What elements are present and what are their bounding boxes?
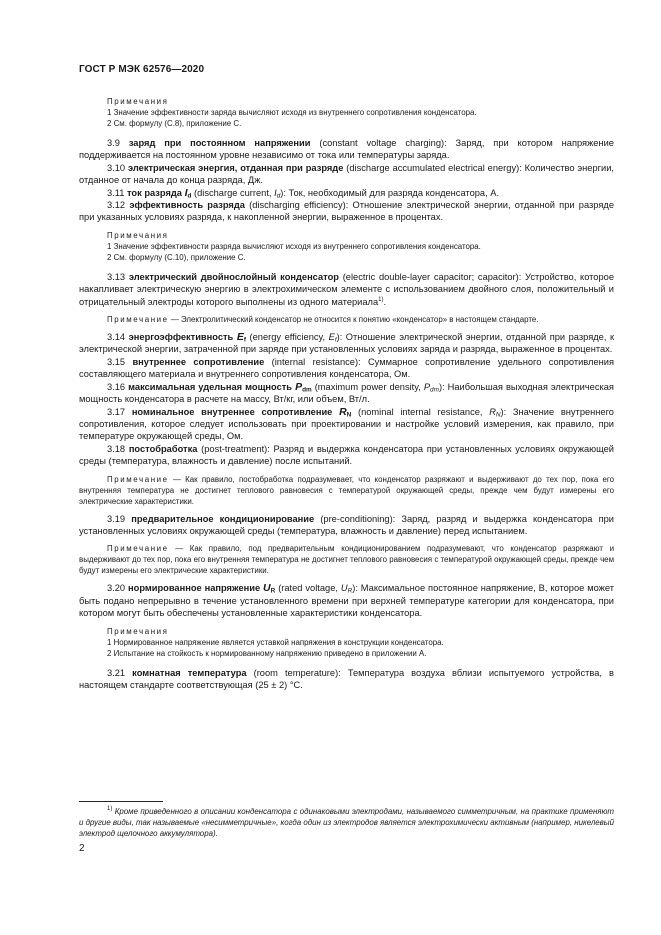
term-3-19: 3.19 предварительное кондиционирование (pre-conditioning): Заряд, разряд и выдержка конденсатора при установленных условиях окружающей среды (температура, влажность и давление) перед испытанием.: [79, 513, 614, 536]
term-name: энергоэффективность: [128, 332, 234, 343]
note-item: 1 Нормированное напряжение является уставкой напряжения в конструкции конденсатора.: [107, 637, 444, 647]
term-name: комнатная температура: [132, 667, 247, 678]
term-3-18: 3.18 постобработка (post-treatment): Разряд и выдержка конденсатора при установленных условиях окружающей среды (температура, влажность и давление) после испытаний.: [79, 443, 615, 467]
term-name: предварительное кондиционирование: [131, 513, 315, 524]
term-name: внутреннее сопротивление: [132, 356, 265, 367]
term-name: нормированное напряжение: [128, 583, 261, 594]
note-item: 2 См. формулу (С.8), приложение С.: [107, 119, 242, 128]
inline-note: Примечание — Как правило, постобработка подразумевает, что конденсатор разряжают и выдерживают до тех пор, пока его внутренняя температура не достигнет теплового равновесия с температурой окружающей среды, прежде чем будут измерены его электрические характеристики.: [79, 474, 614, 506]
footnote: $^{1)}$ Кроме приведенного в описании конденсатора с одинаковыми электродами, называемого симметричным, на практике применяют и другие виды, так называемые «несимметричные», когда один из электродов является электрохимически активным (например, никелевый электрод щелочного аккумулятора).: [79, 806, 615, 838]
footnote-ref: 1): [378, 296, 384, 303]
term-3-20: 3.20 нормированное напряжение $U_R$ (rated voltage, $U_R$): Максимальное постоянное напряжение, В, которое может быть подано непрерывно в течение установленного времени при верхней температуре категории для конденсатора, при котором могут быть обеспечены установленные характеристики конденсатора.: [79, 582, 614, 619]
term-symbol: P: [295, 380, 303, 393]
footnote-mark: 1): [107, 806, 113, 812]
note-item: 2 Испытание на стойкость к нормированному напряжению приведено в приложении А.: [107, 648, 427, 658]
term-name: электрический двойнослойный конденсатор: [128, 271, 339, 282]
notes-title: Примечания: [107, 626, 169, 636]
term-3-16: 3.16 максимальная удельная мощность $P_{dm}$ (maximum power density, $P_{dm}$): Наибольшая выходная электрическая мощность конденсатора в расчете на массу, Вт/кг, или объем, Вт/л.: [79, 380, 614, 405]
inline-note: Примечание — Как правило, под предварительным кондиционированием подразумевают, что конденсатор разряжают и выдерживают до тех пор, пока его внутренняя температура не достигнет теплового равновесия с температурой окружающей среды, прежде чем будут измерены его электрические характеристики.: [79, 544, 614, 576]
term-name: номинальное внутреннее сопротивление: [131, 406, 333, 417]
notes-title: Примечания: [107, 97, 169, 106]
term-name: эффективность разряда: [129, 200, 245, 211]
notes-title: Примечания: [107, 230, 169, 240]
inline-note: Примечание — Электролитический конденсатор не относится к понятию «конденсатор» в настоящем стандарте.: [107, 315, 539, 325]
page-number: 2: [79, 843, 85, 854]
term-name: ток разряда: [127, 187, 182, 198]
term-name: электрическая энергия, отданная при разряде: [127, 162, 344, 173]
footnote-divider: [79, 801, 163, 802]
term-3-9: 3.9 заряд при постоянном напряжении (constant voltage charging): Заряд, при котором напряжение поддерживается на постоянном уровне независимо от тока или температуры заряда.: [79, 138, 614, 161]
term-symbol: I: [184, 186, 188, 199]
term-symbol: R: [339, 405, 347, 418]
term-3-10: 3.10 электрическая энергия, отданная при разряде (discharge accumulated electrical energy): Количество энергии, отданное от начала до конца разряда, Дж.: [79, 162, 614, 186]
term-name: максимальная удельная мощность: [128, 381, 293, 392]
term-3-14: 3.14 энергоэффективность $E_f$ (energy efficiency, $E_f$): Отношение электрической энергии, отданной при разряде, к электрической энергии, затраченной при заряде при установленных условиях заряда и разряда, выраженное в процентах.: [79, 331, 615, 355]
term-3-21: 3.21 комнатная температура (room temperature): Температура воздуха вблизи испытуемого устройства, в настоящем стандарте соответствующая (25 ± 2) °С.: [79, 667, 614, 690]
document-body: [79, 96, 614, 691]
term-3-17: 3.17 номинальное внутреннее сопротивление $R_N$ (nominal internal resistance, $R_N$): Значение внутреннего сопротивления, которое следует использовать при проектировании и настройке условий измерения, как правило, при температуре окружающей среды, Ом.: [79, 405, 614, 442]
note-item: 1 Значение эффективности разряда вычисляют исходя из внутреннего сопротивления конденсатора.: [107, 241, 481, 251]
term-name: постобработка: [128, 443, 198, 454]
term-3-12: 3.12 эффективность разряда (discharging efficiency): Отношение электрической энергии, отданной при разряде при указанных условиях разряда, к накопленной энергии, выраженное в процентах.: [79, 200, 614, 223]
term-3-11: 3.11 ток разряда $I_d$ (discharge current, $I_d$): Ток, необходимый для разряда конденсатора, А.: [107, 186, 500, 200]
note-item: 1 Значение эффективности заряда вычисляют исходя из внутреннего сопротивления конденсатора.: [107, 108, 477, 117]
term-name: заряд при постоянном напряжении: [128, 138, 311, 148]
term-3-15: 3.15 внутреннее сопротивление (internal resistance): Суммарное сопротивление удельного сопротивления составляющего материала и внутреннего сопротивления конденсатора, Ом.: [79, 356, 614, 380]
document-header: ГОСТ Р МЭК 62576—2020: [79, 64, 205, 75]
term-symbol: E: [236, 331, 244, 344]
term-3-13: 3.13 электрический двойнослойный конденсатор (electric double-layer capacitor; capacitor): Устройство, которое накапливает электрическую энергию в электрохимическом элементе с использованием двойного слоя, положительный и отрицательный электроды которого выполнены из одного материала$^{1)}$.: [79, 271, 614, 307]
term-symbol: U: [263, 582, 271, 595]
note-item: 2 См. формулу (С.10), приложение С.: [107, 252, 246, 262]
